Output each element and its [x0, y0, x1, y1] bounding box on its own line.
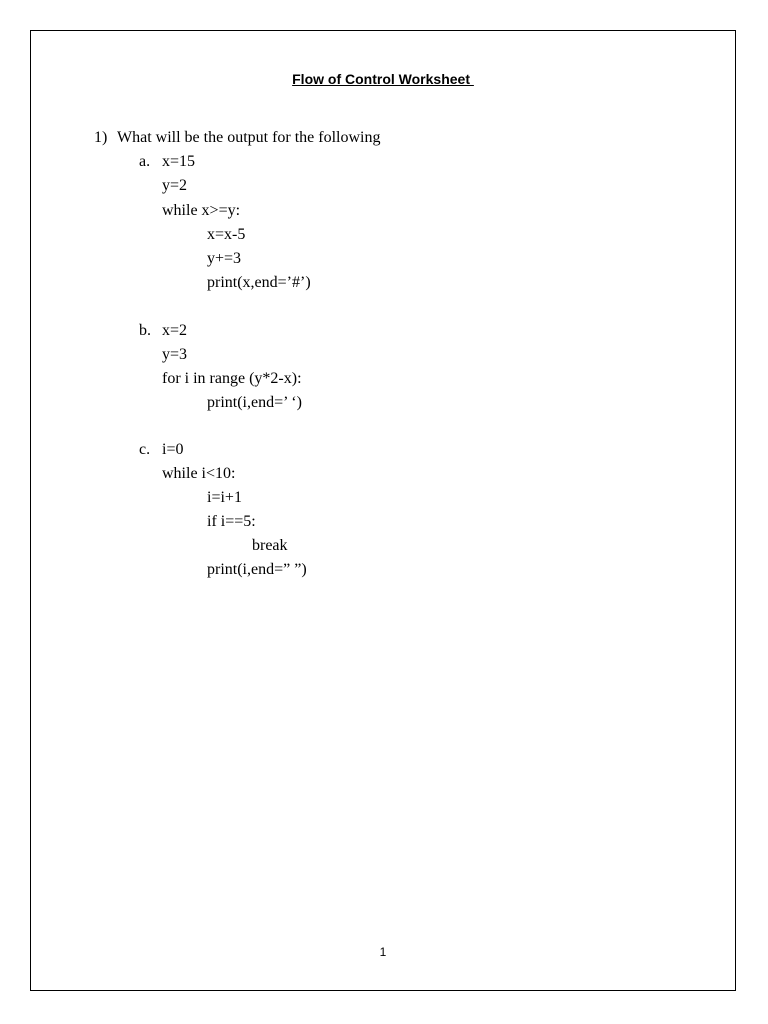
code-line: i=0: [162, 441, 184, 458]
code-line: x=15: [162, 153, 196, 170]
page-title: Flow of Control Worksheet: [292, 71, 474, 87]
code-line: while x>=y:: [162, 202, 241, 219]
question-number: 1): [94, 129, 108, 146]
page-number: 1: [379, 945, 387, 959]
worksheet-page: [30, 30, 736, 991]
part-a-marker: a.: [139, 153, 151, 170]
code-line: if i==5:: [207, 513, 256, 530]
code-line: print(i,end=” ”): [207, 561, 307, 578]
code-line: y=2: [162, 177, 188, 194]
code-line: print(i,end=’ ‘): [207, 394, 302, 411]
code-line: break: [252, 537, 288, 554]
code-line: print(x,end=’#’): [207, 274, 311, 291]
code-line: x=2: [162, 322, 188, 339]
part-c-marker: c.: [139, 441, 151, 458]
code-line: for i in range (y*2-x):: [162, 370, 302, 387]
code-line: i=i+1: [207, 489, 242, 506]
code-line: x=x-5: [207, 226, 246, 243]
question-prompt: What will be the output for the following: [117, 129, 381, 146]
code-line: y=3: [162, 346, 188, 363]
code-line: y+=3: [207, 250, 242, 267]
part-b-marker: b.: [139, 322, 151, 339]
code-line: while i<10:: [162, 465, 236, 482]
